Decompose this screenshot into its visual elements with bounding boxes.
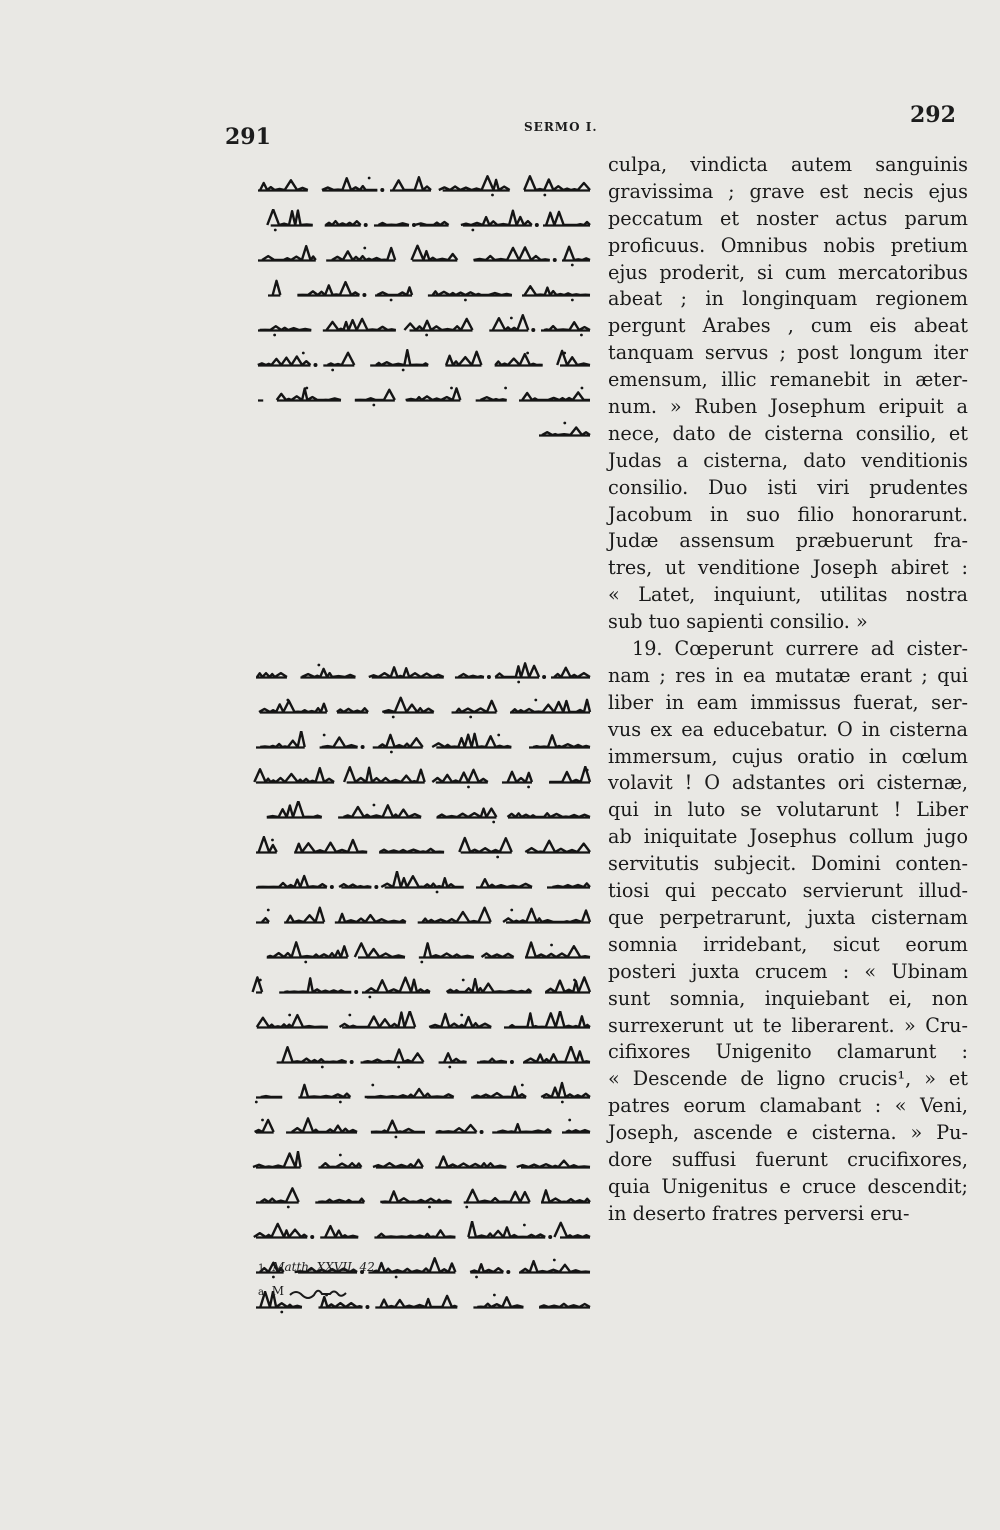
latin-text-line: somnia irridebant, sicut eorum xyxy=(608,932,968,956)
syriac-line xyxy=(228,343,592,378)
syriac-script-line xyxy=(250,1116,592,1142)
latin-text-line: tres, ut venditione Joseph abiret : xyxy=(608,556,968,580)
latin-text-line: 19. Cœperunt currere ad cister- xyxy=(632,637,968,661)
footnote-variant-label: M xyxy=(271,1284,285,1298)
latin-text-line: tanquam servus ; post longum iter xyxy=(608,341,968,365)
syriac-script-line xyxy=(252,209,592,235)
left-page-number: 291 xyxy=(225,124,271,150)
latin-text-line: num. » Ruben Josephum eripuit a xyxy=(608,395,968,419)
latin-text-line: Judas a cisterna, dato venditionis xyxy=(608,448,968,472)
latin-text-line: quia Unigenitus e cruce descendit; xyxy=(608,1174,968,1198)
syriac-script-line xyxy=(250,836,592,862)
footnotes xyxy=(258,1256,379,1304)
syriac-line xyxy=(228,760,592,795)
syriac-line xyxy=(228,1005,592,1040)
latin-text-line: « Descende de ligno crucis¹, » et xyxy=(608,1067,968,1091)
syriac-line xyxy=(228,1075,592,1110)
syriac-line xyxy=(228,830,592,865)
latin-text-line: posteri juxta crucem : « Ubinam xyxy=(608,959,968,983)
syriac-text-block-2 xyxy=(228,655,592,1320)
latin-text-line: servitutis subjecit. Domini conten- xyxy=(608,852,968,876)
latin-text-line: emensum, illic remanebit in æter- xyxy=(608,368,968,392)
footnote-marker: a xyxy=(258,1287,264,1298)
syriac-script-line xyxy=(250,1011,592,1037)
latin-text-line: cifixores Unigenito clamarunt : xyxy=(608,1040,968,1064)
syriac-script-line xyxy=(250,1081,592,1107)
syriac-script-line xyxy=(250,801,592,827)
footnote-a xyxy=(258,1280,379,1304)
syriac-line xyxy=(228,378,592,413)
syriac-script-line xyxy=(250,661,592,687)
latin-text-line: Jacobum in suo filio honorarunt. xyxy=(608,502,968,526)
syriac-script-line xyxy=(250,1186,592,1212)
latin-text-line: que perpetrarunt, juxta cisternam xyxy=(608,905,968,929)
syriac-script-line xyxy=(252,244,592,270)
running-title: SERMO I. xyxy=(524,120,598,134)
latin-text-line: dore suffusi fuerunt crucifixores, xyxy=(608,1147,968,1171)
latin-text-line: sunt somnia, inquiebant ei, non xyxy=(608,986,968,1010)
latin-text-line: Joseph, ascende e cisterna. » Pu- xyxy=(608,1121,968,1145)
syriac-line xyxy=(228,203,592,238)
latin-text-line: abeat ; in longinquam regionem xyxy=(608,287,968,311)
syriac-line xyxy=(228,238,592,273)
syriac-text-block-1 xyxy=(228,168,592,448)
syriac-line xyxy=(228,655,592,690)
syriac-line xyxy=(228,900,592,935)
latin-text-line: volavit ! O adstantes ori cisternæ, xyxy=(608,771,968,795)
syriac-script-line xyxy=(520,419,592,445)
latin-text-line: proficuus. Omnibus nobis pretium xyxy=(608,233,968,257)
syriac-line xyxy=(228,690,592,725)
syriac-line xyxy=(228,970,592,1005)
latin-text-line: Judæ assensum præbuerunt fra- xyxy=(608,529,968,553)
syriac-script-line xyxy=(250,1151,592,1177)
syriac-line xyxy=(228,1215,592,1250)
syriac-line xyxy=(228,1180,592,1215)
syriac-line xyxy=(228,865,592,900)
syriac-script-line xyxy=(250,941,592,967)
latin-text-line: liber in eam immissus fuerat, ser- xyxy=(608,690,968,714)
latin-text-line: nece, dato de cisterna consilio, et xyxy=(608,421,968,445)
syriac-line xyxy=(228,413,592,448)
latin-text-line: pergunt Arabes , cum eis abeat xyxy=(608,314,968,338)
syriac-script-line xyxy=(252,349,592,375)
latin-text-line: consilio. Duo isti viri prudentes xyxy=(608,475,968,499)
latin-text-line: immersum, cujus oratio in cœlum xyxy=(608,744,968,768)
latin-text-line: « Latet, inquiunt, utilitas nostra xyxy=(608,583,968,607)
latin-text-line: culpa, vindicta autem sanguinis xyxy=(608,153,968,176)
latin-text-line: patres eorum clamabant : « Veni, xyxy=(608,1094,968,1118)
syriac-script-line xyxy=(252,174,592,200)
latin-text-line: surrexerunt ut te liberarent. » Cru- xyxy=(608,1013,968,1037)
syriac-script-line xyxy=(252,384,592,410)
syriac-script-line xyxy=(252,314,592,340)
syriac-line xyxy=(228,1145,592,1180)
footnote-number: 1 xyxy=(258,1263,265,1274)
syriac-script-line xyxy=(262,279,592,305)
latin-text-line: ab iniquitate Josephus collum jugo xyxy=(608,825,968,849)
latin-text-line: peccatum et noster actus parum xyxy=(608,206,968,230)
syriac-line xyxy=(228,725,592,760)
syriac-script-line xyxy=(250,906,592,932)
syriac-script-line xyxy=(250,696,592,722)
syriac-line xyxy=(228,1110,592,1145)
syriac-line xyxy=(228,795,592,830)
syriac-script-line xyxy=(250,766,592,792)
syriac-script-line xyxy=(250,731,592,757)
latin-text-line: tiosi qui peccato servierunt illud- xyxy=(608,879,968,903)
latin-text-line: sub tuo sapienti consilio. » xyxy=(608,610,868,634)
syriac-line xyxy=(228,308,592,343)
syriac-line xyxy=(228,168,592,203)
latin-text-line: qui in luto se volutarunt ! Liber xyxy=(608,798,968,822)
syriac-script-line xyxy=(250,1046,592,1072)
latin-translation-column xyxy=(608,152,968,1228)
latin-text-line: in deserto fratres perversi eru- xyxy=(608,1201,910,1225)
latin-text-line: nam ; res in ea mutatæ erant ; qui xyxy=(608,663,968,687)
syriac-line xyxy=(228,935,592,970)
footnote-1 xyxy=(258,1256,379,1280)
syriac-script-line xyxy=(250,976,592,1002)
syriac-line xyxy=(228,1040,592,1075)
syriac-variant-script xyxy=(288,1283,348,1301)
syriac-script-line xyxy=(250,1221,592,1247)
footnote-reference: Matth. XXVII, 42. xyxy=(272,1260,379,1274)
syriac-script-line xyxy=(250,871,592,897)
latin-text-line: gravissima ; grave est necis ejus xyxy=(608,179,968,203)
right-page-number: 292 xyxy=(910,102,956,128)
latin-text-line: ejus proderit, si cum mercatoribus xyxy=(608,260,968,284)
latin-text-line: vus ex ea educebatur. O in cisterna xyxy=(608,717,968,741)
syriac-line xyxy=(228,273,592,308)
